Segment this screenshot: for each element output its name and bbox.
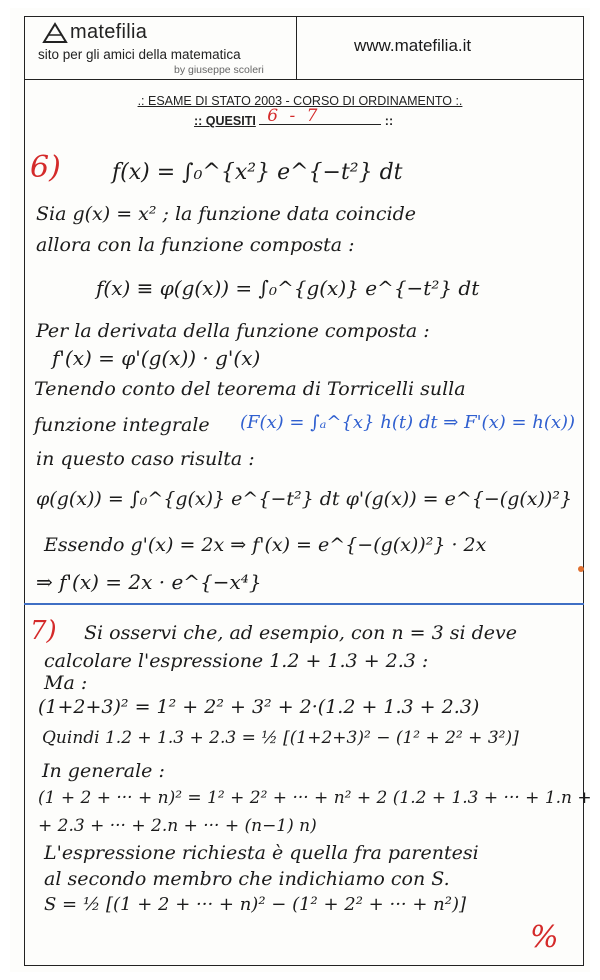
q7-line: al secondo membro che indichiamo con S. [44,868,450,890]
logo-name: matefilia [70,21,148,43]
website-link[interactable]: www.matefilia.it [354,36,472,55]
logo-byline: by giuseppe scoleri [174,64,264,76]
q6-line: allora con la funzione composta : [36,234,355,256]
pen-dot [578,566,584,572]
q6-line: Per la derivata della funzione composta : [36,320,430,342]
q7-line: Ma : [44,672,88,694]
matefilia-logo[interactable] [34,20,289,76]
q6-torricelli-formula: (F(x) = ∫ₐ^{x} h(t) dt ⇒ F'(x) = h(x)) [240,412,576,433]
logo-tagline: sito per gli amici della matematica [38,47,241,62]
q7-line: (1 + 2 + ··· + n)² = 1² + 2² + ··· + n² + 2 (1.2 + 1.3 + ··· + 1.n + [38,788,592,808]
logo-triangle-icon [42,22,68,44]
q6-line: in questo caso risulta : [36,448,255,470]
q6-line: f(x) = ∫₀^{x²} e^{−t²} dt [112,160,403,185]
header [24,16,584,80]
q7-line: L'espressione richiesta è quella fra parentesi [44,842,479,864]
q6-result: ⇒ f'(x) = 2x · e^{−x⁴} [36,570,262,594]
quesiti-numbers: 6 - 7 [267,106,321,126]
question-6-number: 6) [30,150,61,185]
q7-line: (1+2+3)² = 1² + 2² + 3² + 2·(1.2 + 1.3 + 2.3) [38,696,480,718]
quesiti-suffix: :: [384,114,394,128]
q7-line: In generale : [42,760,165,782]
exam-title-text: .: ESAME DI STATO 2003 - CORSO DI ORDINAMENTO :. [137,94,463,108]
q6-line: f'(x) = φ'(g(x)) · g'(x) [52,346,261,370]
section-separator [24,603,584,605]
q6-line: φ(g(x)) = ∫₀^{g(x)} e^{−t²} dt φ'(g(x)) = e^{−(g(x))²} [36,488,573,510]
q7-line: Quindi 1.2 + 1.3 + 2.3 = ½ [(1+2+3)² − (1² + 2² + 3²)] [42,728,519,748]
q6-line: funzione integrale [34,414,210,436]
q6-line: Tenendo conto del teorema di Torricelli sulla [34,378,466,400]
q7-line: calcolare l'espressione 1.2 + 1.3 + 2.3 : [44,650,429,672]
quesiti-line [259,106,381,126]
header-divider [296,16,297,80]
q6-line: Essendo g'(x) = 2x ⇒ f'(x) = e^{−(g(x))²} · 2x [44,534,487,556]
q7-line: + 2.3 + ··· + 2.n + ··· + (n−1) n) [38,816,317,836]
question-7-number: 7) [30,616,57,646]
q6-line: f(x) ≡ φ(g(x)) = ∫₀^{g(x)} e^{−t²} dt [96,276,480,300]
quesiti-label: :: QUESITI [194,114,256,128]
end-mark: % [530,920,559,955]
q6-line: Sia g(x) = x² ; la funzione data coincide [36,203,416,225]
q7-line: Si osservi che, ad esempio, con n = 3 si deve [84,622,517,644]
q7-result: S = ½ [(1 + 2 + ··· + n)² − (1² + 2² + ··· + n²)] [44,894,467,915]
quesiti-heading [194,106,394,128]
